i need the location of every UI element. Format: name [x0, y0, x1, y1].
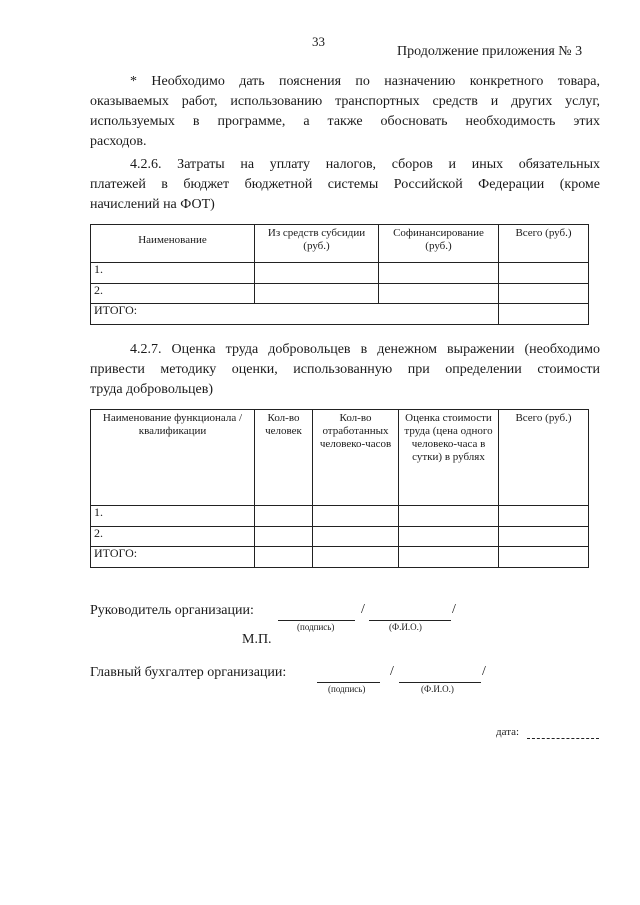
- table-header-row: [91, 225, 589, 263]
- director-label: Руководитель организации:: [90, 603, 254, 618]
- accountant-signature-line[interactable]: [317, 682, 380, 683]
- director-signature-line[interactable]: [278, 620, 355, 621]
- row-number: 2.: [91, 527, 255, 547]
- continuation-header: Продолжение приложения № 3: [397, 44, 583, 59]
- col-header-cofinancing: Софинансирование (руб.): [379, 225, 499, 263]
- accountant-name-line[interactable]: [399, 682, 481, 683]
- row-number: 1.: [91, 506, 255, 527]
- stamp-label: М.П.: [242, 632, 272, 647]
- col-header-total: Всего (руб.): [499, 410, 589, 506]
- signature-hint: (подпись): [328, 684, 366, 694]
- col-header-hours: Кол-во отработанных человеко-часов: [313, 410, 399, 506]
- signature-hint: (подпись): [297, 622, 335, 632]
- table-row: [91, 263, 589, 284]
- section-line: платежей в бюджет бюджетной системы Российской Федерации (кроме: [90, 177, 600, 192]
- section-line: привести методику оценки, использованную при определении стоимости: [90, 362, 600, 377]
- cell[interactable]: [399, 547, 499, 568]
- cell[interactable]: [313, 547, 399, 568]
- col-header-valuation: Оценка стоимости труда (цена одного человеко-часа в сутки) в рублях: [399, 410, 499, 506]
- director-name-line[interactable]: [369, 620, 451, 621]
- cell[interactable]: [399, 506, 499, 527]
- name-hint: (Ф.И.О.): [389, 622, 422, 632]
- section-line: 4.2.7. Оценка труда добровольцев в денежном выражении (необходимо: [130, 342, 600, 357]
- note-line: * Необходимо дать пояснения по назначению конкретного товара,: [130, 74, 600, 89]
- row-number: 1.: [91, 263, 255, 284]
- section-4-2-6: [90, 155, 600, 215]
- cell[interactable]: [499, 547, 589, 568]
- cell[interactable]: [313, 506, 399, 527]
- table-total-row: [91, 304, 589, 325]
- note-line: расходов.: [90, 134, 147, 149]
- col-header-total: Всего (руб.): [499, 225, 589, 263]
- name-hint: (Ф.И.О.): [421, 684, 454, 694]
- slash-left: /: [390, 664, 394, 679]
- cell[interactable]: [313, 527, 399, 547]
- slash-left: /: [361, 602, 365, 617]
- cell[interactable]: [255, 547, 313, 568]
- cell[interactable]: [379, 263, 499, 284]
- cell[interactable]: [255, 506, 313, 527]
- cell[interactable]: [499, 284, 589, 304]
- table-row: [91, 284, 589, 304]
- col-header-subsidy: Из средств субсидии (руб.): [255, 225, 379, 263]
- page-number: 33: [312, 34, 325, 49]
- cell[interactable]: [255, 527, 313, 547]
- cell[interactable]: [255, 284, 379, 304]
- accountant-label: Главный бухгалтер организации:: [90, 665, 287, 680]
- table-header-row: [91, 410, 589, 506]
- table-total-row: [91, 547, 589, 568]
- date-line[interactable]: [527, 738, 599, 739]
- slash-right: /: [452, 602, 456, 617]
- date-label: дата:: [496, 726, 520, 738]
- cell[interactable]: [499, 506, 589, 527]
- row-number: 2.: [91, 284, 255, 304]
- note-paragraph: [90, 72, 600, 152]
- cell[interactable]: [499, 304, 589, 325]
- section-4-2-7: [90, 340, 600, 400]
- col-header-name: Наименование: [91, 225, 255, 263]
- cell[interactable]: [255, 263, 379, 284]
- col-header-function: Наименование функционала / квалификации: [91, 410, 255, 506]
- cell[interactable]: [499, 263, 589, 284]
- table-row: [91, 506, 589, 527]
- cell[interactable]: [399, 527, 499, 547]
- total-label: ИТОГО:: [91, 547, 255, 568]
- cell[interactable]: [499, 527, 589, 547]
- table-row: [91, 527, 589, 547]
- note-line: оказываемых работ, использованию транспортных средств и других услуг,: [90, 94, 600, 109]
- section-line: 4.2.6. Затраты на уплату налогов, сборов и иных обязательных: [130, 157, 600, 172]
- slash-right: /: [482, 664, 486, 679]
- col-header-people: Кол-во человек: [255, 410, 313, 506]
- volunteer-table: [90, 409, 589, 568]
- cell[interactable]: [379, 284, 499, 304]
- note-line: используемых в программе, а также обосновать необходимость этих: [90, 114, 600, 129]
- total-label: ИТОГО:: [91, 304, 499, 325]
- taxes-table: [90, 224, 589, 325]
- section-line: труда добровольцев): [90, 382, 213, 397]
- section-line: начислений на ФОТ): [90, 197, 215, 212]
